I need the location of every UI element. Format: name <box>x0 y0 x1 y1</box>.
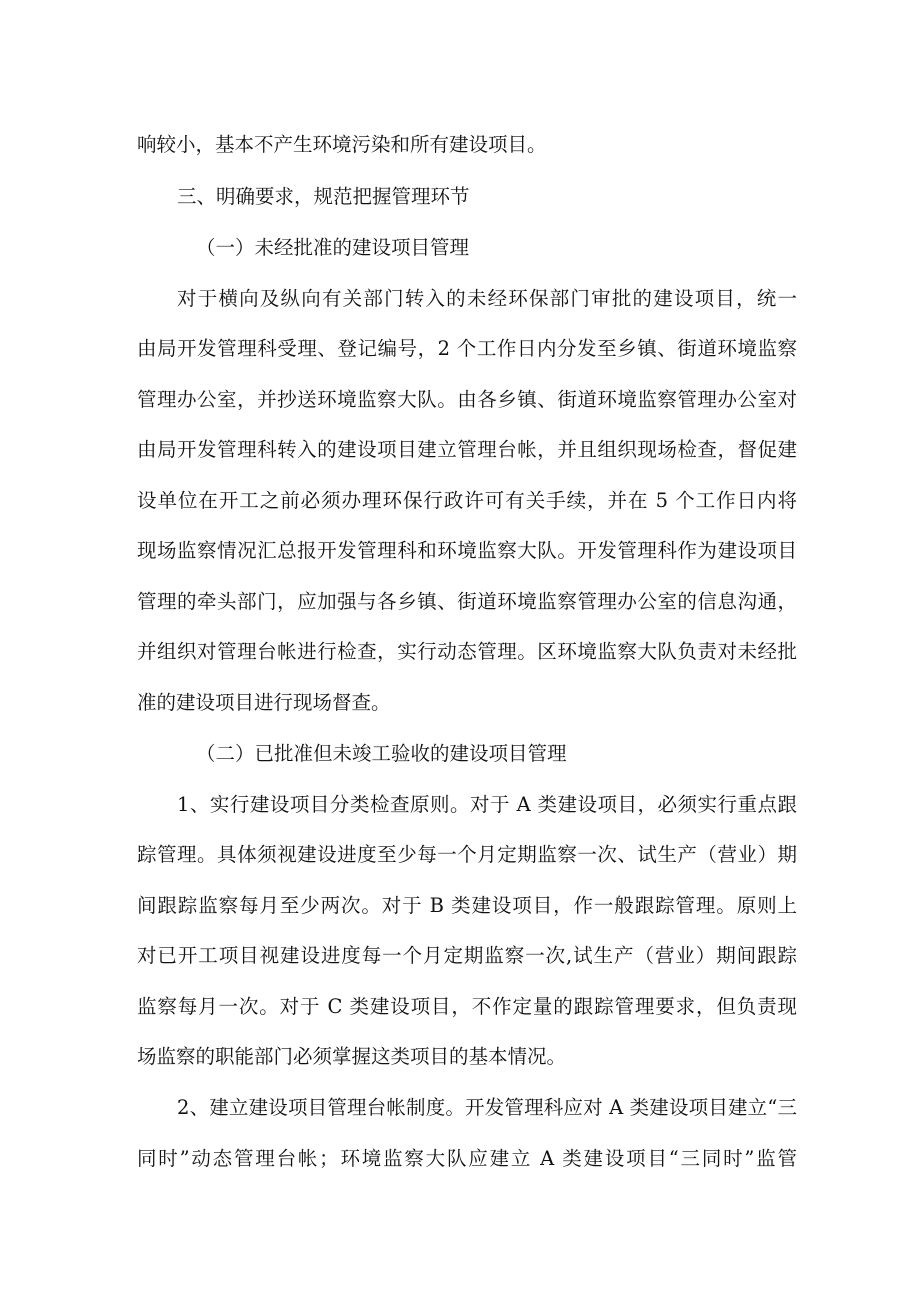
paragraph-line: 并组织对管理台帐进行检查，实行动态管理。区环境监察大队负责对未经批 <box>137 640 797 663</box>
paragraph-line-continuation: 响较小，基本不产生环境污染和所有建设项目。 <box>137 133 547 156</box>
paragraph-line: 对于横向及纵向有关部门转入的未经环保部门审批的建设项目，统一 <box>177 287 797 310</box>
paragraph-line: 对已开工项目视建设进度每一个月定期监察一次,试生产（营业）期间跟踪 <box>137 944 797 967</box>
paragraph-line: 间跟踪监察每月至少两次。对于 B 类建设项目，作一般跟踪管理。原则上 <box>137 894 797 917</box>
paragraph-line: 现场监察情况汇总报开发管理科和环境监察大队。开发管理科作为建设项目 <box>137 539 797 562</box>
subsection-heading-2: （二）已批准但未竣工验收的建设项目管理 <box>196 742 567 765</box>
paragraph-line: 设单位在开工之前必须办理环保行政许可有关手续，并在 5 个工作日内将 <box>137 489 797 512</box>
paragraph-line: 管理的牵头部门，应加强与各乡镇、街道环境监察管理办公室的信息沟通， <box>137 590 797 613</box>
paragraph-line: 2、建立建设项目管理台帐制度。开发管理科应对 A 类建设项目建立“三 <box>177 1096 797 1119</box>
paragraph-line: 由局开发管理科转入的建设项目建立管理台帐，并且组织现场检查，督促建 <box>137 438 797 461</box>
paragraph-line: 准的建设项目进行现场督查。 <box>137 691 391 714</box>
subsection-heading-1: （一）未经批准的建设项目管理 <box>196 236 470 259</box>
paragraph-line: 踪管理。具体须视建设进度至少每一个月定期监察一次、试生产（营业）期 <box>137 843 797 866</box>
paragraph-line: 同时”动态管理台帐；环境监察大队应建立 A 类建设项目“三同时”监管 <box>137 1147 797 1170</box>
paragraph-line: 场监察的职能部门必须掌握这类项目的基本情况。 <box>137 1045 567 1068</box>
section-heading-3: 三、明确要求，规范把握管理环节 <box>177 185 470 208</box>
paragraph-line: 由局开发管理科受理、登记编号，2 个工作日内分发至乡镇、街道环境监察 <box>137 337 797 360</box>
paragraph-line: 管理办公室，并抄送环境监察大队。由各乡镇、街道环境监察管理办公室对 <box>137 388 797 411</box>
paragraph-line: 1、实行建设项目分类检查原则。对于 A 类建设项目，必须实行重点跟 <box>177 793 797 816</box>
paragraph-line: 监察每月一次。对于 C 类建设项目，不作定量的跟踪管理要求，但负责现 <box>137 995 797 1018</box>
